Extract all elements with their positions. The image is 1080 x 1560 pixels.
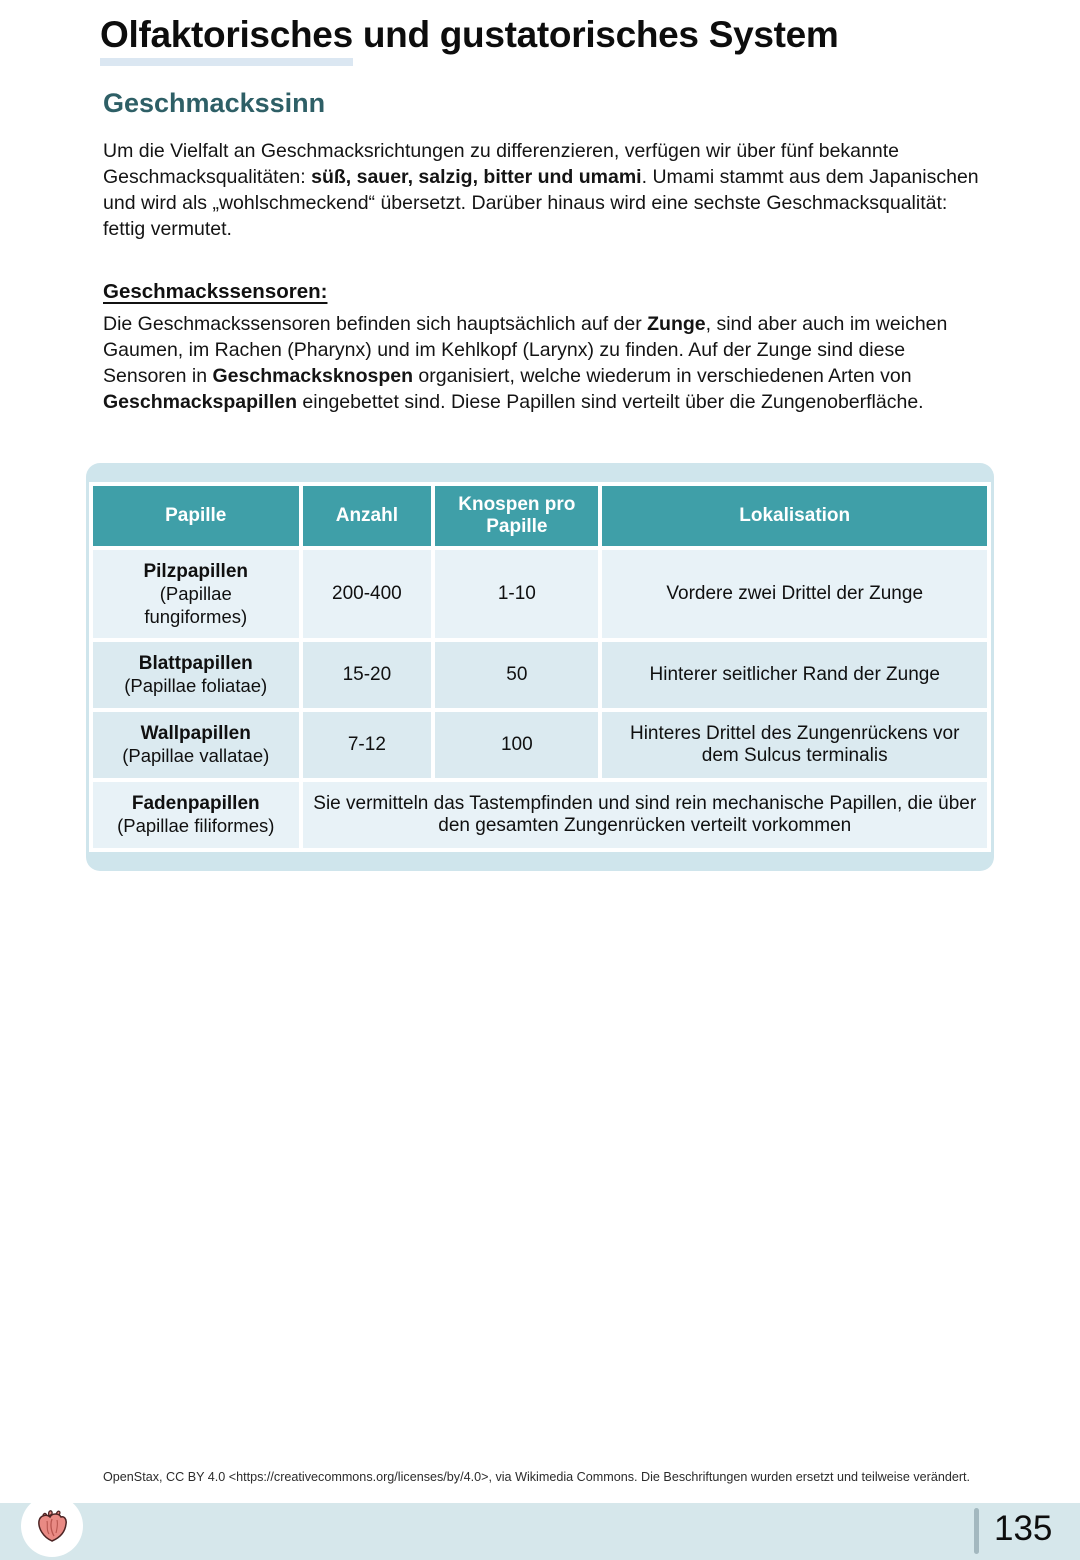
taste-buds-label-blatt: Geschmacksknospen: [734, 1316, 864, 1331]
page-title-rest: und gustatorisches System: [352, 14, 839, 55]
wallpapillen-label: Wallpapillen: [618, 1022, 752, 1050]
cell-papille-name: Blattpapillen (Papillae foliatae): [93, 642, 299, 708]
cell-lokalisation: Hinteres Drittel des Zungenrückens vor dem Sulcus terminalis: [602, 712, 987, 778]
tongue-illustration: [318, 902, 477, 1186]
arrow-to-fadenpapille: [444, 1147, 538, 1256]
taste-buds-label-wall: Geschmacksknospen: [536, 1005, 666, 1020]
cell-papille-name: Fadenpapillen (Papillae filiformes): [93, 782, 299, 848]
fadenpapille-inset: [453, 1268, 551, 1415]
fadenpapille-latin-label: (Papilla filiformes): [445, 1448, 561, 1464]
tongue-papillae-diagram: [0, 858, 1080, 1473]
pilzpapille-latin-label: (Papilla fungiformis): [277, 1448, 407, 1464]
section-heading: Geschmackssinn: [103, 88, 326, 118]
cell-anzahl: 15-20: [303, 642, 432, 708]
fadenpapille-label: Fadenpapille: [431, 1415, 575, 1443]
cell-anzahl: 7-12: [303, 712, 432, 778]
sensors-heading: Geschmackssensoren:: [103, 280, 328, 303]
page-number: 135: [994, 1509, 1053, 1548]
cell-span-description: Sie vermitteln das Tastempfinden und sind rein mechanische Papillen, die über den gesamten Zungenrücken verteilt vorkommen: [303, 782, 988, 848]
marker-blattpapille: [462, 1035, 476, 1049]
cell-knospen: 50: [435, 642, 598, 708]
heart-badge: [21, 1495, 83, 1557]
papillae-table: [89, 482, 991, 852]
page-title: [100, 14, 839, 56]
wallpapillen-latin-label: (Papilla vallata): [632, 1054, 738, 1071]
anatomical-heart-icon: [30, 1504, 74, 1548]
footer-bar: [0, 1503, 1080, 1560]
cell-lokalisation: Hinterer seitlicher Rand der Zunge: [602, 642, 987, 708]
table-header-row: [93, 486, 987, 546]
cell-knospen: 1-10: [435, 550, 598, 638]
table-row: [93, 782, 987, 848]
page-title-underlined-part: Olfaktorisches: [100, 14, 353, 66]
col-header-knospen: Knospen pro Papille: [435, 486, 598, 546]
col-header-lokalisation: Lokalisation: [602, 486, 987, 546]
col-header-papille: Papille: [93, 486, 299, 546]
cell-papille-name: Pilzpapillen (Papillae fungiformes): [93, 550, 299, 638]
table-row: [93, 712, 987, 778]
table-row: [93, 642, 987, 708]
sensors-paragraph: Die Geschmackssensoren befinden sich hauptsächlich auf der Zunge, sind aber auch im weichen Gaumen, im Rachen (Pharynx) und im Kehlkopf (Larynx) zu finden. Auf der Zunge sind diese Sensoren in Geschmacksknospen organisiert, welche wiederum in verschiedenen Arten von Geschmackspapillen eingebettet sind. Diese Papillen sind verteilt über die Zungenoberfläche.: [103, 313, 948, 414]
image-attribution: OpenStax, CC BY 4.0 <https://creativecommons.org/licenses/by/4.0>, via Wikimedia Commons. Die Beschriftungen wurden ersetzt und teilweise verändert.: [103, 1470, 971, 1484]
table-row: [93, 550, 987, 638]
marker-wallpapillen: [424, 987, 439, 1002]
intro-paragraph: Um die Vielfalt an Geschmacksrichtungen zu differenzieren, verfügen wir über fünf bekannte Geschmacksqualitäten: süß, sauer, salzig, bitter und umami. Umami stammt aus dem Japanischen und wird als „wohlschmeckend“ übersetzt. Darüber hinaus wird eine sechste Geschmacksqualität: fettig vermutet.: [103, 140, 979, 241]
blattpapille-inset: [612, 1230, 731, 1412]
pilzpapille-inset: [277, 1275, 422, 1418]
cell-papille-name: Wallpapillen (Papillae vallatae): [93, 712, 299, 778]
papillae-table-container: [86, 463, 994, 871]
blattpapille-label: Blattpapille: [606, 1415, 730, 1443]
cell-lokalisation: Vordere zwei Drittel der Zunge: [602, 550, 987, 638]
col-header-anzahl: Anzahl: [303, 486, 432, 546]
cell-anzahl: 200-400: [303, 550, 432, 638]
pilzpapille-label: Pilzpapille: [285, 1415, 399, 1443]
page-number-divider: [974, 1508, 979, 1554]
blattpapille-latin-label: (Papilla foliata): [620, 1448, 716, 1464]
marker-pilzpapille: [402, 1100, 415, 1113]
cell-knospen: 100: [435, 712, 598, 778]
marker-fadenpapille: [429, 1139, 444, 1154]
